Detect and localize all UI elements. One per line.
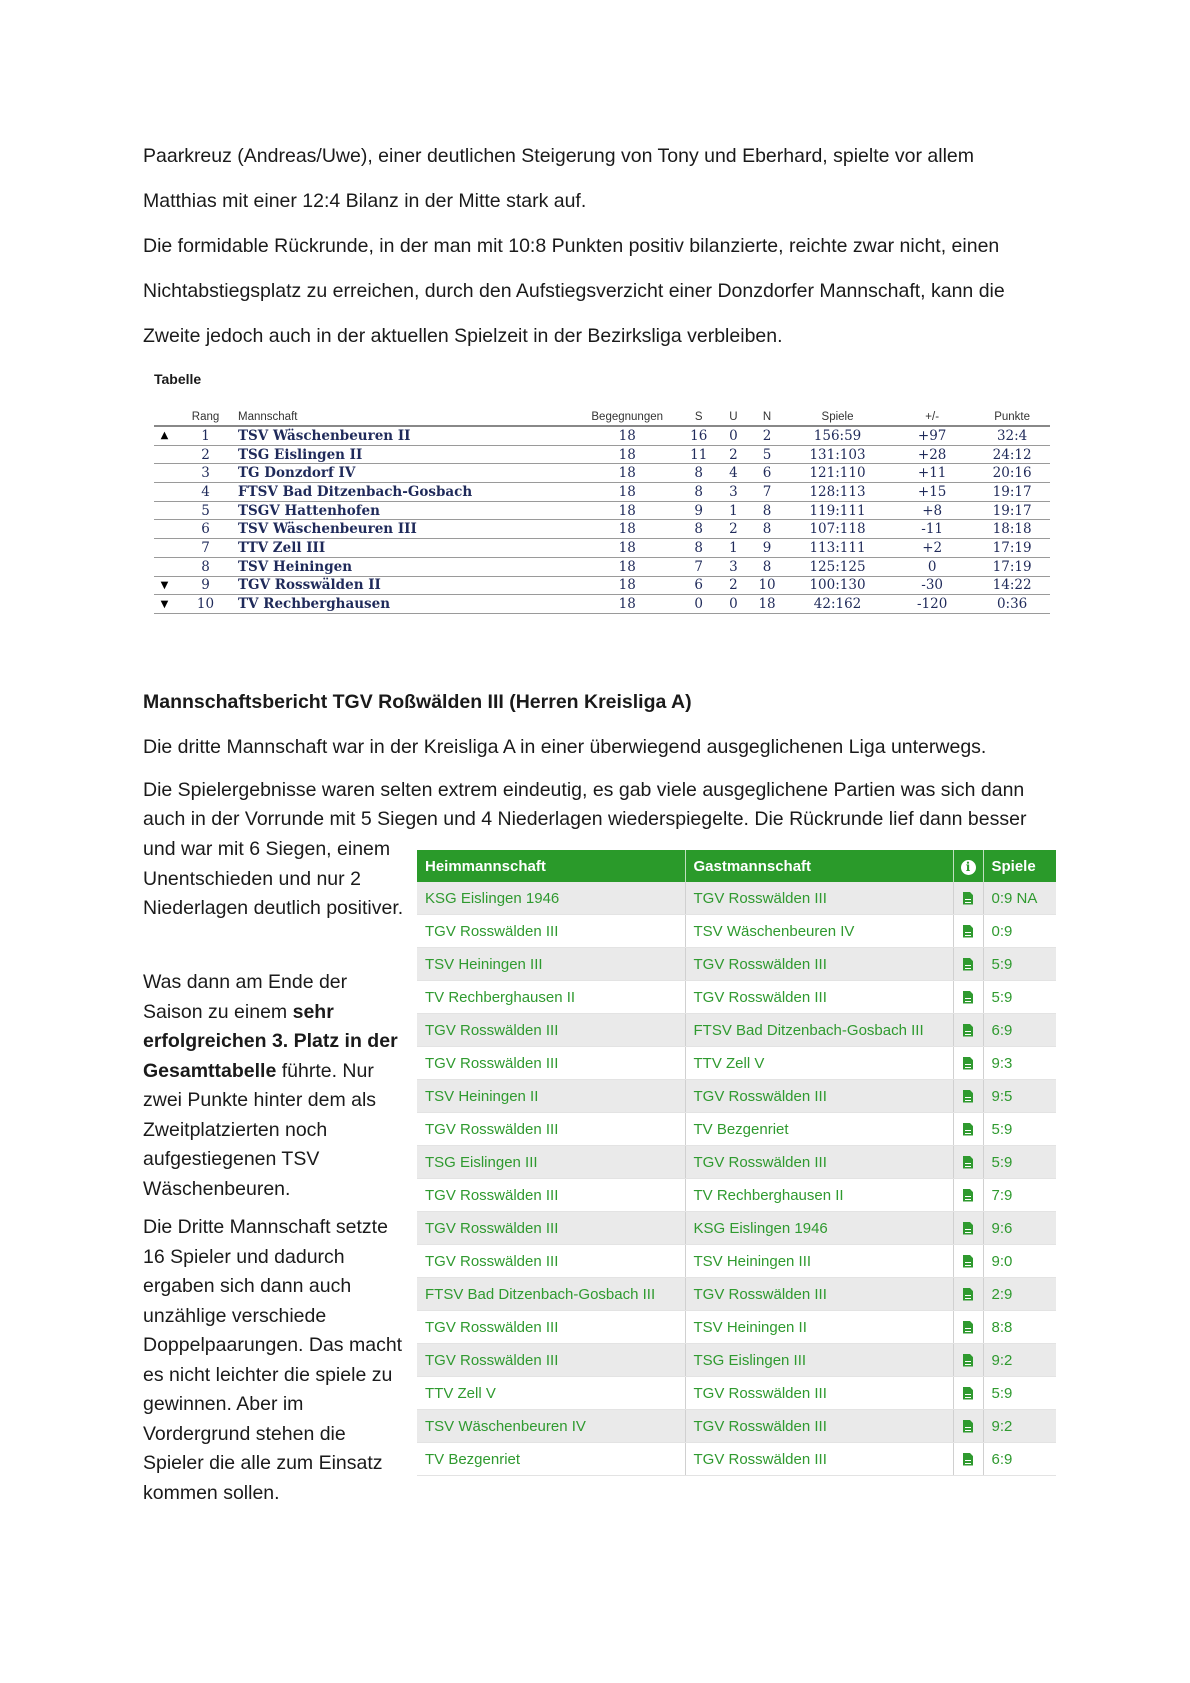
guest-team-link[interactable]: TGV Rosswälden III (685, 948, 953, 981)
home-team-link[interactable]: TGV Rosswälden III (417, 1245, 685, 1278)
document-icon[interactable] (963, 1024, 973, 1037)
report-cell[interactable] (953, 1311, 983, 1344)
rank-cell: 2 (175, 445, 236, 464)
results-table (417, 850, 1056, 1476)
result-row (417, 1377, 1056, 1410)
points-cell: 17:19 (974, 539, 1050, 558)
report-cell[interactable] (953, 1146, 983, 1179)
matches-cell: 156:59 (785, 426, 890, 445)
rank-arrow-icon (154, 557, 175, 576)
score-link[interactable]: 9:0 (983, 1245, 1056, 1278)
score-link[interactable]: 0:9 NA (983, 882, 1056, 915)
standings-header-row (154, 408, 1050, 426)
standings-title: Tabelle (154, 371, 202, 387)
result-row (417, 1212, 1056, 1245)
result-row (417, 981, 1056, 1014)
results-panel (417, 850, 1056, 1478)
col-header: S (680, 408, 718, 426)
team-cell: TGV Rosswälden II (236, 576, 575, 595)
report-cell[interactable] (953, 1113, 983, 1146)
team-cell: TSV Heiningen (236, 557, 575, 576)
rank-cell: 10 (175, 595, 236, 614)
rank-cell: 4 (175, 483, 236, 502)
games-cell: 18 (575, 539, 680, 558)
matches-cell: 128:113 (785, 483, 890, 502)
losses-cell: 10 (749, 576, 785, 595)
document-icon[interactable] (963, 1255, 973, 1268)
standings-row (154, 557, 1050, 576)
result-row (417, 1344, 1056, 1377)
report-cell[interactable] (953, 1443, 983, 1476)
result-row (417, 915, 1056, 948)
col-header: Rang (175, 408, 236, 426)
intro-line: Nichtabstiegsplatz zu erreichen, durch den Aufstiegsverzicht einer Donzdorfer Mannschaft, kann die (143, 280, 1005, 302)
losses-cell: 9 (749, 539, 785, 558)
result-row (417, 948, 1056, 981)
document-icon[interactable] (963, 1222, 973, 1235)
score-link[interactable]: 5:9 (983, 1146, 1056, 1179)
matches-cell: 121:110 (785, 464, 890, 483)
document-icon[interactable] (963, 1387, 973, 1400)
guest-team-link[interactable]: TGV Rosswälden III (685, 981, 953, 1014)
rank-arrow-icon: ▼ (154, 595, 175, 614)
losses-cell: 7 (749, 483, 785, 502)
wins-cell: 0 (680, 595, 718, 614)
rank-cell: 3 (175, 464, 236, 483)
report-cell[interactable] (953, 1080, 983, 1113)
standings-table (154, 408, 1050, 614)
matches-cell: 42:162 (785, 595, 890, 614)
losses-cell: 18 (749, 595, 785, 614)
points-cell: 18:18 (974, 520, 1050, 539)
home-team-link[interactable]: TSV Heiningen III (417, 948, 685, 981)
intro-line: Paarkreuz (Andreas/Uwe), einer deutlichen Steigerung von Tony und Eberhard, spielte vor allem (143, 145, 975, 167)
standings-row (154, 464, 1050, 483)
document-icon[interactable] (963, 925, 973, 938)
report-paragraph-1: Die dritte Mannschaft war in der Kreisliga A in einer überwiegend ausgeglichenen Liga unterwegs. (143, 736, 987, 758)
points-cell: 17:19 (974, 557, 1050, 576)
document-icon[interactable] (963, 1288, 973, 1301)
score-link[interactable]: 9:6 (983, 1212, 1056, 1245)
report-text: Was dann am Ende der Saison zu einem (143, 971, 348, 1023)
guest-team-link[interactable]: TSG Eislingen III (685, 1344, 953, 1377)
report-cell[interactable] (953, 1278, 983, 1311)
diff-cell: 0 (890, 557, 974, 576)
report-cell[interactable] (953, 1377, 983, 1410)
guest-team-link[interactable]: TGV Rosswälden III (685, 1146, 953, 1179)
document-icon[interactable] (963, 1354, 973, 1367)
result-row (417, 1146, 1056, 1179)
document-icon[interactable] (963, 1123, 973, 1136)
wins-cell: 8 (680, 483, 718, 502)
team-cell: TSGV Hattenhofen (236, 501, 575, 520)
home-team-link[interactable]: TGV Rosswälden III (417, 1212, 685, 1245)
rank-cell: 9 (175, 576, 236, 595)
report-text: führte. Nur zwei Punkte hinter dem als Zweitplatzierten noch aufgestiegenen TSV Wäschenbeuren. (143, 1059, 377, 1200)
standings-row (154, 426, 1050, 445)
home-team-link[interactable]: TGV Rosswälden III (417, 1014, 685, 1047)
draws-cell: 2 (718, 576, 750, 595)
losses-cell: 8 (749, 501, 785, 520)
rank-arrow-icon (154, 539, 175, 558)
team-cell: TV Rechberghausen (236, 595, 575, 614)
intro-paragraph (143, 134, 1063, 359)
intro-line: Die formidable Rückrunde, in der man mit 10:8 Punkten positiv bilanzierte, reichte zwar nicht, einen (143, 235, 1000, 257)
report-cell[interactable] (953, 1014, 983, 1047)
standings-row (154, 483, 1050, 502)
home-team-link[interactable]: TSV Heiningen II (417, 1080, 685, 1113)
rank-arrow-icon (154, 445, 175, 464)
document-icon[interactable] (963, 892, 973, 905)
games-cell: 18 (575, 445, 680, 464)
score-link[interactable]: 9:2 (983, 1344, 1056, 1377)
score-link[interactable]: 9:2 (983, 1410, 1056, 1443)
losses-cell: 8 (749, 557, 785, 576)
standings-row (154, 576, 1050, 595)
diff-cell: +2 (890, 539, 974, 558)
report-heading: Mannschaftsbericht TGV Roßwälden III (Herren Kreisliga A) (143, 691, 692, 713)
score-link[interactable]: 6:9 (983, 1443, 1056, 1476)
guest-team-link[interactable]: TSV Heiningen II (685, 1311, 953, 1344)
report-cell[interactable] (953, 882, 983, 915)
diff-cell: +11 (890, 464, 974, 483)
home-team-link[interactable]: TV Bezgenriet (417, 1443, 685, 1476)
points-cell: 14:22 (974, 576, 1050, 595)
report-line: Die Spielergebnisse waren selten extrem eindeutig, es gab viele ausgeglichene Partien was sich dann (143, 779, 1025, 801)
report-cell[interactable] (953, 915, 983, 948)
col-header: Spiele (785, 408, 890, 426)
games-cell: 18 (575, 483, 680, 502)
losses-cell: 5 (749, 445, 785, 464)
report-paragraph-2-continued: und war mit 6 Siegen, einem Unentschieden und nur 2 Niederlagen deutlich positiver. (143, 838, 404, 919)
draws-cell: 1 (718, 539, 750, 558)
header-guest-team[interactable]: Gastmannschaft (685, 850, 953, 882)
team-cell: TTV Zell III (236, 539, 575, 558)
rank-cell: 8 (175, 557, 236, 576)
document-icon[interactable] (963, 991, 973, 1004)
guest-team-link[interactable]: TGV Rosswälden III (685, 1410, 953, 1443)
header-info[interactable] (953, 850, 983, 882)
score-link[interactable]: 7:9 (983, 1179, 1056, 1212)
rank-cell: 6 (175, 520, 236, 539)
home-team-link[interactable]: FTSV Bad Ditzenbach-Gosbach III (417, 1278, 685, 1311)
diff-cell: +28 (890, 445, 974, 464)
document-icon[interactable] (963, 1420, 973, 1433)
team-cell: TSG Eislingen II (236, 445, 575, 464)
result-row (417, 882, 1056, 915)
report-paragraph-3 (143, 968, 408, 1204)
games-cell: 18 (575, 520, 680, 539)
report-cell[interactable] (953, 1410, 983, 1443)
score-link[interactable]: 5:9 (983, 1113, 1056, 1146)
rank-arrow-icon: ▲ (154, 426, 175, 445)
wins-cell: 8 (680, 520, 718, 539)
document-icon[interactable] (963, 1189, 973, 1202)
rank-cell: 5 (175, 501, 236, 520)
document-icon[interactable] (963, 1057, 973, 1070)
standings-row (154, 501, 1050, 520)
points-cell: 19:17 (974, 501, 1050, 520)
rank-arrow-icon (154, 483, 175, 502)
home-team-link[interactable]: TGV Rosswälden III (417, 915, 685, 948)
guest-team-link[interactable]: TGV Rosswälden III (685, 1377, 953, 1410)
standings-row (154, 520, 1050, 539)
rank-arrow-icon: ▼ (154, 576, 175, 595)
guest-team-link[interactable]: TV Bezgenriet (685, 1113, 953, 1146)
rank-cell: 1 (175, 426, 236, 445)
matches-cell: 119:111 (785, 501, 890, 520)
guest-team-link[interactable]: TGV Rosswälden III (685, 1443, 953, 1476)
games-cell: 18 (575, 426, 680, 445)
diff-cell: +8 (890, 501, 974, 520)
home-team-link[interactable]: TSG Eislingen III (417, 1146, 685, 1179)
home-team-link[interactable]: TSV Wäschenbeuren IV (417, 1410, 685, 1443)
score-link[interactable]: 5:9 (983, 1377, 1056, 1410)
guest-team-link[interactable]: TGV Rosswälden III (685, 882, 953, 915)
score-link[interactable]: 6:9 (983, 1014, 1056, 1047)
intro-line: Zweite jedoch auch in der aktuellen Spielzeit in der Bezirksliga verbleiben. (143, 325, 783, 347)
points-cell: 0:36 (974, 595, 1050, 614)
draws-cell: 3 (718, 483, 750, 502)
report-cell[interactable] (953, 981, 983, 1014)
home-team-link[interactable]: TV Rechberghausen II (417, 981, 685, 1014)
points-cell: 32:4 (974, 426, 1050, 445)
points-cell: 24:12 (974, 445, 1050, 464)
header-score[interactable]: Spiele (983, 850, 1056, 882)
diff-cell: -11 (890, 520, 974, 539)
wins-cell: 16 (680, 426, 718, 445)
diff-cell: -120 (890, 595, 974, 614)
matches-cell: 131:103 (785, 445, 890, 464)
guest-team-link[interactable]: KSG Eislingen 1946 (685, 1212, 953, 1245)
draws-cell: 1 (718, 501, 750, 520)
result-row (417, 1311, 1056, 1344)
score-link[interactable]: 8:8 (983, 1311, 1056, 1344)
result-row (417, 1113, 1056, 1146)
diff-cell: -30 (890, 576, 974, 595)
home-team-link[interactable]: TGV Rosswälden III (417, 1311, 685, 1344)
home-team-link[interactable]: TGV Rosswälden III (417, 1047, 685, 1080)
document-icon[interactable] (963, 1321, 973, 1334)
arrow-header (154, 408, 175, 426)
col-header: Begegnungen (575, 408, 680, 426)
score-link[interactable]: 9:5 (983, 1080, 1056, 1113)
document-icon[interactable] (963, 958, 973, 971)
guest-team-link[interactable]: TSV Heiningen III (685, 1245, 953, 1278)
report-cell[interactable] (953, 1047, 983, 1080)
report-paragraph-2 (143, 776, 1063, 834)
score-link[interactable]: 2:9 (983, 1278, 1056, 1311)
guest-team-link[interactable]: TV Rechberghausen II (685, 1179, 953, 1212)
result-row (417, 1278, 1056, 1311)
result-row (417, 1080, 1056, 1113)
guest-team-link[interactable]: TSV Wäschenbeuren IV (685, 915, 953, 948)
games-cell: 18 (575, 595, 680, 614)
losses-cell: 8 (749, 520, 785, 539)
rank-arrow-icon (154, 464, 175, 483)
games-cell: 18 (575, 501, 680, 520)
col-header: Punkte (974, 408, 1050, 426)
report-cell[interactable] (953, 1212, 983, 1245)
score-link[interactable]: 0:9 (983, 915, 1056, 948)
team-cell: TSV Wäschenbeuren III (236, 520, 575, 539)
result-row (417, 1179, 1056, 1212)
report-paragraph-4: Die Dritte Mannschaft setzte 16 Spieler und dadurch ergaben sich dann auch unzählige verschiede Doppelpaarungen. Das macht es nicht leichter die spiele zu gewinnen. Aber im Vordergrund stehen die Spieler die alle zum Einsatz kommen sollen. (143, 1216, 403, 1504)
losses-cell: 6 (749, 464, 785, 483)
score-link[interactable]: 5:9 (983, 981, 1056, 1014)
draws-cell: 0 (718, 595, 750, 614)
standings-row (154, 445, 1050, 464)
matches-cell: 125:125 (785, 557, 890, 576)
draws-cell: 4 (718, 464, 750, 483)
rank-cell: 7 (175, 539, 236, 558)
matches-cell: 107:118 (785, 520, 890, 539)
wins-cell: 7 (680, 557, 718, 576)
report-cell[interactable] (953, 1179, 983, 1212)
document-icon[interactable] (963, 1090, 973, 1103)
home-team-link[interactable]: TTV Zell V (417, 1377, 685, 1410)
guest-team-link[interactable]: TGV Rosswälden III (685, 1080, 953, 1113)
wins-cell: 6 (680, 576, 718, 595)
draws-cell: 2 (718, 520, 750, 539)
col-header: +/- (890, 408, 974, 426)
score-link[interactable]: 9:3 (983, 1047, 1056, 1080)
team-cell: FTSV Bad Ditzenbach-Gosbach (236, 483, 575, 502)
home-team-link[interactable]: TGV Rosswälden III (417, 1344, 685, 1377)
report-cell[interactable] (953, 1344, 983, 1377)
rank-arrow-icon (154, 520, 175, 539)
header-home-team[interactable]: Heimmannschaft (417, 850, 685, 882)
games-cell: 18 (575, 557, 680, 576)
result-row (417, 1047, 1056, 1080)
document-icon[interactable] (963, 1156, 973, 1169)
guest-team-link[interactable]: TGV Rosswälden III (685, 1278, 953, 1311)
result-row (417, 1410, 1056, 1443)
report-line: auch in der Vorrunde mit 5 Siegen und 4 Niederlagen wiederspiegelte. Die Rückrunde lief dann besser (143, 808, 1027, 830)
intro-line: Matthias mit einer 12:4 Bilanz in der Mitte stark auf. (143, 190, 587, 212)
standings-row (154, 539, 1050, 558)
points-cell: 19:17 (974, 483, 1050, 502)
results-header-row (417, 850, 1056, 882)
col-header: Mannschaft (236, 408, 575, 426)
result-row (417, 1443, 1056, 1476)
matches-cell: 100:130 (785, 576, 890, 595)
games-cell: 18 (575, 576, 680, 595)
wins-cell: 8 (680, 539, 718, 558)
home-team-link[interactable]: KSG Eislingen 1946 (417, 882, 685, 915)
report-cell[interactable] (953, 948, 983, 981)
wins-cell: 9 (680, 501, 718, 520)
guest-team-link[interactable]: TTV Zell V (685, 1047, 953, 1080)
team-cell: TSV Wäschenbeuren II (236, 426, 575, 445)
home-team-link[interactable]: TGV Rosswälden III (417, 1113, 685, 1146)
col-header: N (749, 408, 785, 426)
draws-cell: 3 (718, 557, 750, 576)
score-link[interactable]: 5:9 (983, 948, 1056, 981)
result-row (417, 1014, 1056, 1047)
report-highlight: sehr erfolgreichen 3. Platz in der Gesamttabelle (143, 1000, 398, 1082)
diff-cell: +97 (890, 426, 974, 445)
losses-cell: 2 (749, 426, 785, 445)
draws-cell: 0 (718, 426, 750, 445)
home-team-link[interactable]: TGV Rosswälden III (417, 1179, 685, 1212)
diff-cell: +15 (890, 483, 974, 502)
matches-cell: 113:111 (785, 539, 890, 558)
rank-arrow-icon (154, 501, 175, 520)
draws-cell: 2 (718, 445, 750, 464)
wins-cell: 8 (680, 464, 718, 483)
document-icon[interactable] (963, 1453, 973, 1466)
games-cell: 18 (575, 464, 680, 483)
team-cell: TG Donzdorf IV (236, 464, 575, 483)
guest-team-link[interactable]: FTSV Bad Ditzenbach-Gosbach III (685, 1014, 953, 1047)
points-cell: 20:16 (974, 464, 1050, 483)
result-row (417, 1245, 1056, 1278)
col-header: U (718, 408, 750, 426)
info-icon: i (961, 860, 976, 875)
wins-cell: 11 (680, 445, 718, 464)
report-cell[interactable] (953, 1245, 983, 1278)
standings-row (154, 595, 1050, 614)
